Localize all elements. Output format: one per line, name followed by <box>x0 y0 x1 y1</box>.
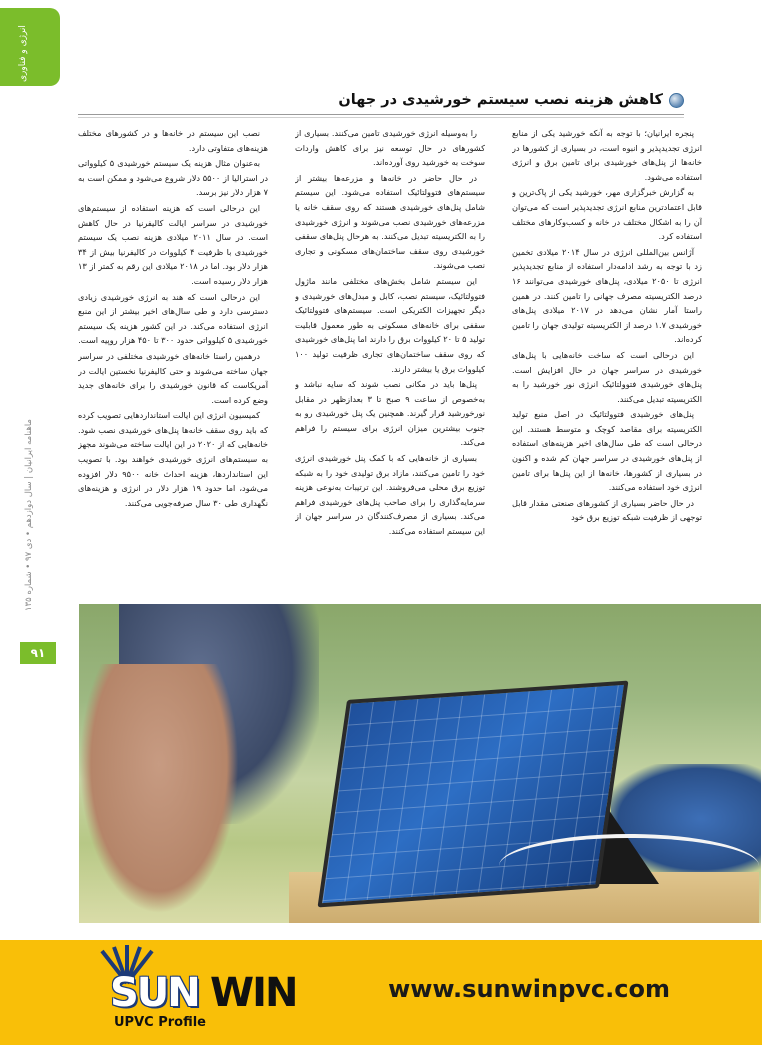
article-column-3 <box>78 126 268 598</box>
solar-panel-photo <box>79 604 761 923</box>
heading-rule <box>78 114 684 115</box>
photo-hand <box>79 664 239 914</box>
section-tab-label: انرژی و فناوری <box>18 25 28 82</box>
logo-subtitle: UPVC Profile <box>114 1015 206 1030</box>
paragraph: درهمین راستا خانه‌های خورشیدی مختلفی در سراسر جهان ساخته می‌شوند و حتی کالیفرنیا نخستین ایالت در آمریکاست که قانون خورشیدی را برای خانه‌های جدید وضع کرده است. <box>78 350 268 405</box>
ad-url-link[interactable]: www.sunwinpvc.com <box>388 975 670 1003</box>
section-tab <box>0 8 60 86</box>
paragraph: این درحالی است که ساخت خانه‌هایی با پنل‌های خورشیدی در سراسر جهان در حال افزایش است. پنل‌های خورشیدی فتوولتائیک انرژی نور خورشید را به الکتریسیته تبدیل می‌کنند. <box>512 349 702 404</box>
paragraph: نصب این سیستم در خانه‌ها و در کشورهای مختلف هزینه‌های متفاوتی دارد. <box>78 128 268 153</box>
article-column-2 <box>295 126 485 598</box>
paragraph: بسیاری از خانه‌هایی که با کمک پنل خورشیدی انرژی خود را تامین می‌کنند، مازاد برق تولیدی خود را به شبکه توزیع برق محلی می‌فروشند. این ترتیبات به‌نوعی هزینه سرمایه‌گذاری را برای صاحب پنل‌های خورشیدی فراهم می‌کند. بسیاری از مصرف‌کنندگان در سراسر جهان از این سیستم استفاده می‌کنند. <box>295 453 485 537</box>
logo-sun-word: SUN <box>110 970 199 1016</box>
paragraph: این سیستم شامل بخش‌های مختلفی مانند ماژول فتوولتائیک، سیستم نصب، کابل و مبدل‌های خورشیدی و دیگر تجهیزات الکتریکی است. سیستم‌های فتوولتائیک سقفی برای خانه‌های مسکونی به طور معمول قابلیت تولید ۵ تا ۲۰ کیلووات برق را دارند اما پنل‌های خورشیدی که روی سقف ساختمان‌های تجاری ظرفیت تولید ۱۰۰ کیلووات برق یا بیشتر دارند. <box>295 275 485 374</box>
paragraph: پنجره ایرانیان؛ با توجه به آنکه خورشید یکی از منابع انرژی تجدیدپذیر و انبوه است، در بسیاری از کشورها در خانه‌ها از پنل‌های خورشیدی برای تامین برق و انرژی استفاده می‌شود. <box>512 128 702 182</box>
paragraph: به‌عنوان مثال هزینه یک سیستم خورشیدی ۵ کیلوواتی در استرالیا از ۵۵۰۰ دلار شروع می‌شود و ممکن است به ۷ هزار دلار نیز برسد. <box>78 158 268 198</box>
paragraph: این درحالی است که هند به انرژی خورشیدی زیادی دسترسی دارد و طی سال‌های اخیر بیشتر از این منبع انرژی استفاده می‌کند. در این کشور هزینه یک سیستم خورشیدی ۵ کیلوواتی حدود ۳۰۰ تا ۴۵۰ هزار روپیه است. <box>78 291 268 346</box>
paragraph: پنل‌ها باید در مکانی نصب شوند که سایه نباشد و به‌خصوص از ساعت ۹ صبح تا ۳ بعدازظهر در مقابل نورخورشید قرار گیرند. همچنین یک پنل خورشیدی رو به جنوب بیشترین میزان انرژی برای سیستم را فراهم می‌کند. <box>295 379 485 448</box>
article-column-1 <box>512 126 702 598</box>
article-title: کاهش هزینه نصب سیستم خورشیدی در جهان <box>338 92 663 108</box>
globe-bullet-icon <box>669 93 684 108</box>
paragraph: این درحالی است که هزینه استفاده از سیستم‌های خورشیدی در سراسر ایالت کالیفرنیا در حال کاهش است. در سال ۲۰۱۱ میلادی هزینه نصب یک سیستم خورشیدی با ظرفیت ۴ کیلووات در کالیفرنیا بیش از ۳۴ هزار دلار بود. اما در ۲۰۱۸ میلادی این رقم به کمتر از ۱۳ هزار دلار رسیده است. <box>78 202 268 286</box>
magazine-issue-strip <box>24 395 38 635</box>
paragraph: در حال حاضر در خانه‌ها و مزرعه‌ها بیشتر از سیستم‌های فتوولتائیک استفاده می‌شود. این سیستم شامل پنل‌های خورشیدی هستند که روی سقف خانه یا مزرعه‌های خورشیدی نصب می‌شوند و انرژی خورشیدی را به الکتریسیته تبدیل می‌کنند. به هرحال پنل‌های سقفی خورشیدی روی سقف ساختمان‌های مسکونی و تجاری نصب می‌شوند. <box>295 172 485 271</box>
paragraph: در حال حاضر بسیاری از کشورهای صنعتی مقدار قابل توجهی از ظرفیت شبکه توزیع برق خود <box>512 497 702 523</box>
logo-win-word: WIN <box>210 970 297 1016</box>
sunwin-logo <box>82 945 297 1035</box>
heading-rule-secondary <box>78 117 684 118</box>
paragraph: را به‌وسیله انرژی خورشیدی تامین می‌کنند. بسیاری از کشورهای در حال توسعه نیز برای کاهش واردات سوخت به خورشید روی آورده‌اند. <box>295 128 485 168</box>
paragraph: به گزارش خبرگزاری مهر، خورشید یکی از پاک‌ترین و قابل اعتمادترین منابع انرژی تجدیدپذیر است که می‌توان آن را به اشکال مختلف در خانه و کسب‌وکارهای مختلف استفاده کرد. <box>512 187 702 242</box>
paragraph: کمیسیون انرژی این ایالت استانداردهایی تصویب کرده که باید روی سقف خانه‌ها پنل‌های خورشیدی نصب شود. خانه‌هایی که از ۲۰۲۰ در این ایالت ساخته می‌شوند مجهز به سیستم‌های انرژی خورشیدی خواهند بود. با تصویب این استانداردها، هزینه احداث خانه ۹۵۰۰ دلار افزوده می‌شود، اما حدود ۱۹ هزار دلار در انرژی و هزینه‌های نگهداری طی ۳۰ سال صرفه‌جویی می‌کنند. <box>78 410 268 508</box>
page-number: ۹۱ <box>20 642 56 664</box>
paragraph: آژانس بین‌المللی انرژی در سال ۲۰۱۴ میلادی تخمین زد با توجه به رشد ادامه‌دار استفاده از منابع تجدیدپذیر انرژی تا ۲۰۵۰ میلادی، پنل‌های خورشیدی می‌توانند ۱۶ درصد الکتریسیته مصرف جهانی را تامین کنند. در همین راستا آمار نشان می‌دهد در ۲۰۱۷ میلادی پنل‌های خورشیدی ۱.۷ درصد از الکتریسیته تولیدی جهان را تامین کرده‌اند. <box>512 246 702 345</box>
paragraph: پنل‌های خورشیدی فتوولتائیک در اصل منبع تولید الکتریسیته برای مقاصد کوچک و متوسط هستند. این درحالی است که طی سال‌های اخیر هزینه‌های استفاده از پنل‌های خورشیدی در سراسر جهان کم شده و اکنون در بسیاری از کشورها، خانه‌ها از این پنل‌ها برای تامین انرژی خود استفاده می‌کنند. <box>512 409 702 493</box>
magazine-issue-label: ماهنامه ایرانیان | سال دوازدهم • دی ۹۷ • شماره ۱۳۵ <box>24 419 34 611</box>
photo-cable <box>499 834 759 898</box>
article-heading <box>338 92 684 108</box>
